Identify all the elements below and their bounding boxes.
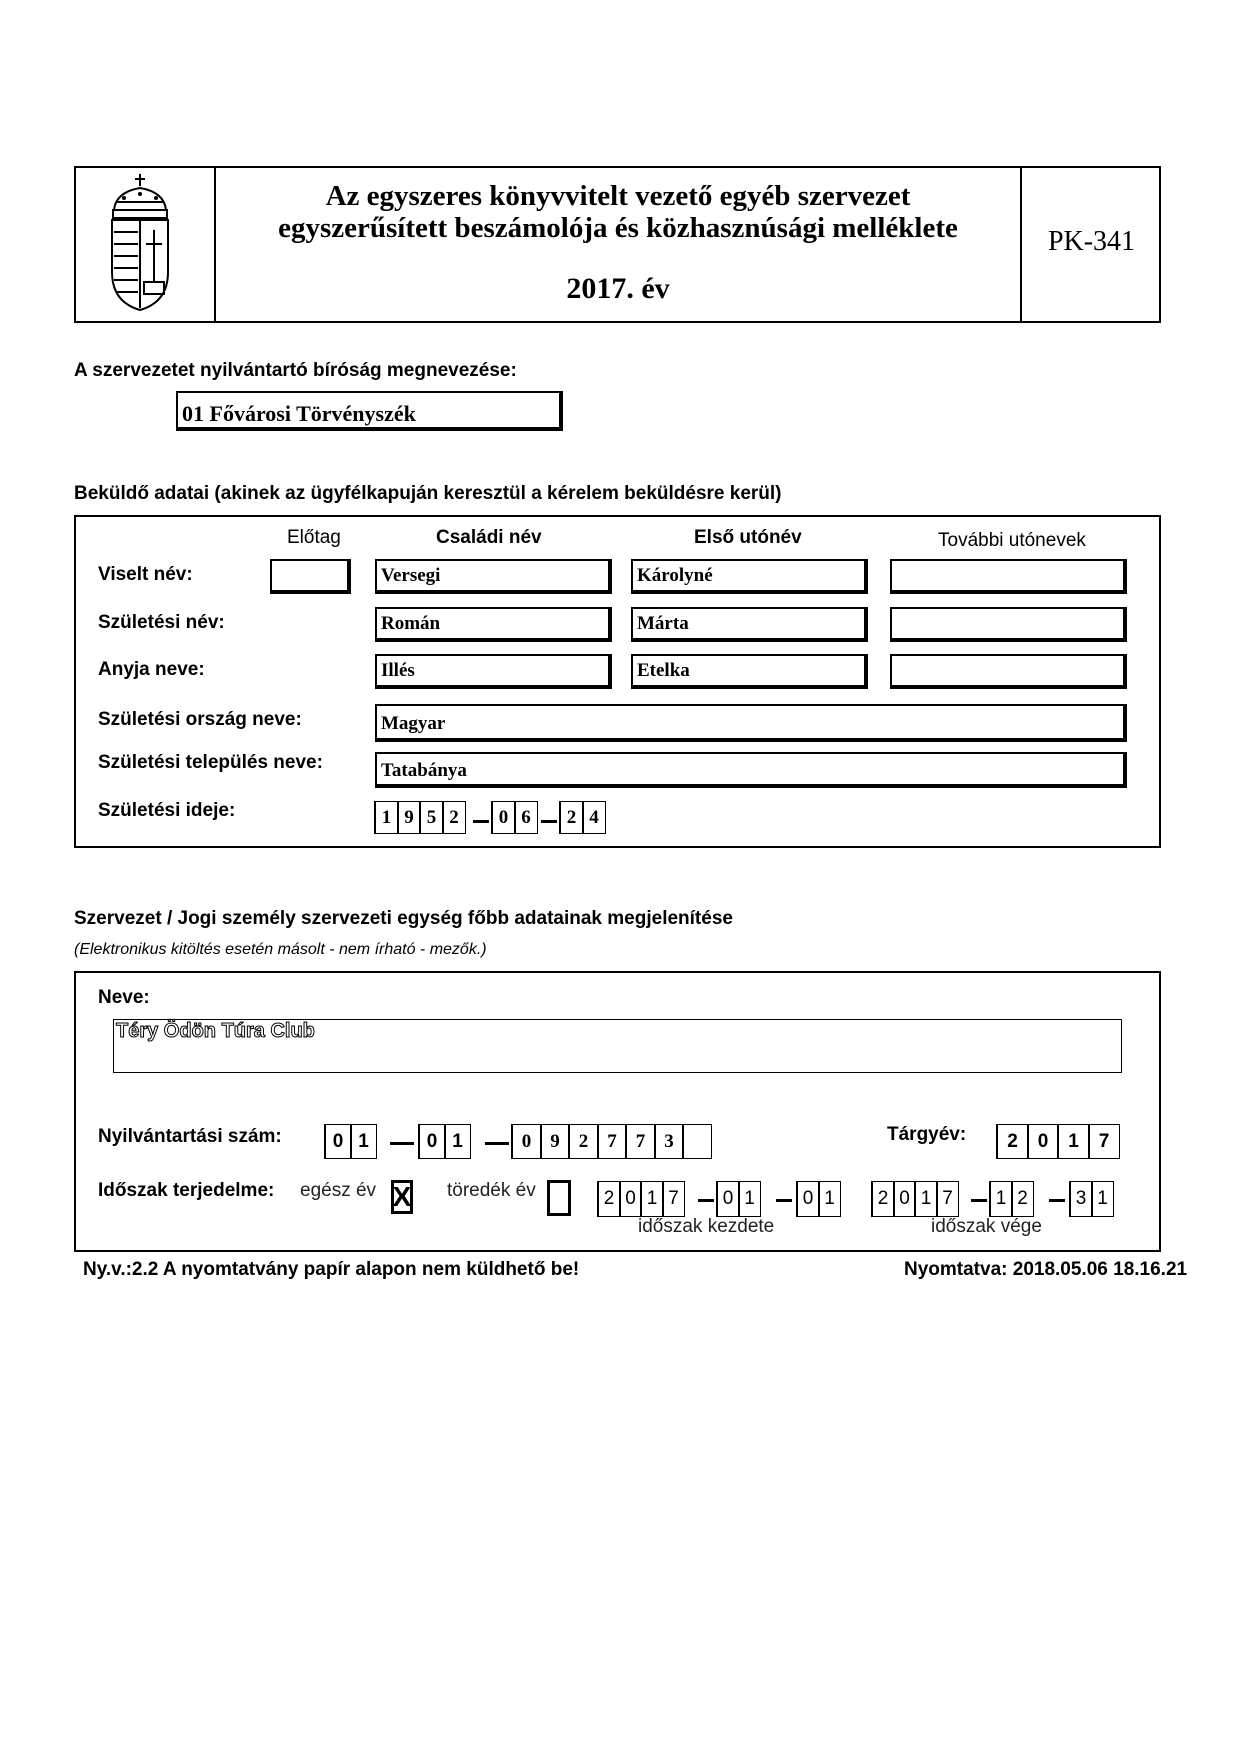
worn-prefix-field[interactable] — [270, 559, 351, 594]
digit: 6 — [514, 801, 538, 834]
form-code: PK-341 — [1047, 226, 1136, 257]
digit: 2 — [559, 801, 583, 834]
partial-year-label: töredék év — [447, 1180, 536, 1201]
reg-part3-digits — [511, 1124, 711, 1159]
digit: 7 — [662, 1181, 685, 1217]
court-field[interactable]: 01 Fővárosi Törvényszék — [176, 391, 563, 431]
digit: 0 — [418, 1124, 445, 1159]
col-header-prefix: Előtag — [287, 527, 341, 548]
header-title-line1: Az egyszeres könyvvitelt vezető egyéb szervezet — [325, 180, 911, 212]
worn-more-field[interactable] — [890, 559, 1127, 594]
digit: 2 — [597, 1181, 620, 1217]
period-start-year-digits — [597, 1181, 683, 1217]
target-year-label: Tárgyév: — [887, 1124, 967, 1145]
digit: 1 — [374, 801, 398, 834]
period-start-month-digits — [716, 1181, 759, 1217]
reg-part1-digits — [324, 1124, 375, 1159]
period-end-day-digits — [1069, 1181, 1112, 1217]
digit: 1 — [1091, 1181, 1114, 1217]
date-separator — [541, 820, 557, 823]
org-name-value: Téry Ödön Túra Club — [116, 1020, 315, 1042]
sender-section-title: Beküldő adatai (akinek az ügyfélkapuján keresztül a kérelem beküldésre kerül) — [74, 483, 782, 504]
digit: 1 — [738, 1181, 761, 1217]
birth-month-digits[interactable] — [491, 801, 536, 834]
birth-family-field[interactable]: Román — [375, 607, 612, 642]
digit — [682, 1124, 712, 1159]
mother-family-field[interactable]: Illés — [375, 654, 612, 689]
org-name-field — [113, 1019, 1122, 1073]
digit: 0 — [491, 801, 515, 834]
digit: 7 — [625, 1124, 655, 1159]
birth-more-field[interactable] — [890, 607, 1127, 642]
digit: 0 — [324, 1124, 351, 1159]
birth-date-label: Születési ideje: — [98, 800, 236, 821]
reg-separator — [390, 1142, 414, 1145]
mother-first-field[interactable]: Etelka — [631, 654, 868, 689]
target-year-digits — [996, 1124, 1118, 1159]
birth-city-label: Születési település neve: — [98, 752, 323, 773]
whole-year-label: egész év — [300, 1180, 377, 1201]
coat-of-arms-icon — [104, 172, 176, 314]
digit: 7 — [1088, 1124, 1120, 1159]
digit: 0 — [1027, 1124, 1059, 1159]
digit: 0 — [796, 1181, 819, 1217]
footer-note: Ny.v.:2.2 A nyomtatvány papír alapon nem küldhető be! — [83, 1259, 580, 1280]
checkbox-check-icon: X — [392, 1181, 412, 1212]
digit: 1 — [914, 1181, 937, 1217]
worn-family-field[interactable]: Versegi — [375, 559, 612, 594]
digit: 1 — [818, 1181, 841, 1217]
period-end-month-digits — [989, 1181, 1032, 1217]
digit: 2 — [442, 801, 466, 834]
date-separator — [1049, 1199, 1065, 1202]
digit: 0 — [511, 1124, 541, 1159]
digit: 2 — [996, 1124, 1028, 1159]
period-start-day-digits — [796, 1181, 839, 1217]
digit: 0 — [716, 1181, 739, 1217]
period-start-label: időszak kezdete — [638, 1216, 775, 1237]
digit: 0 — [893, 1181, 916, 1217]
birth-day-digits[interactable] — [559, 801, 604, 834]
date-separator — [473, 820, 489, 823]
digit: 7 — [597, 1124, 627, 1159]
header-year: 2017. év — [566, 272, 670, 305]
reg-number-label: Nyilvántartási szám: — [98, 1126, 282, 1147]
digit: 9 — [540, 1124, 570, 1159]
period-label: Időszak terjedelme: — [98, 1180, 275, 1201]
digit: 1 — [640, 1181, 663, 1217]
date-separator — [776, 1199, 792, 1202]
digit: 4 — [582, 801, 606, 834]
org-name-label: Neve: — [98, 987, 150, 1008]
digit: 1 — [1057, 1124, 1089, 1159]
birth-country-label: Születési ország neve: — [98, 709, 302, 730]
col-header-more: További utónevek — [938, 530, 1086, 551]
worn-first-field[interactable]: Károlyné — [631, 559, 868, 594]
digit: 3 — [1069, 1181, 1092, 1217]
court-label: A szervezetet nyilvántartó bíróság megnevezése: — [74, 360, 517, 381]
row-label-mother-name: Anyja neve: — [98, 659, 205, 680]
digit: 1 — [350, 1124, 377, 1159]
reg-separator — [485, 1142, 509, 1145]
digit: 9 — [397, 801, 421, 834]
row-label-birth-name: Születési név: — [98, 612, 225, 633]
birth-first-field[interactable]: Márta — [631, 607, 868, 642]
header-title-line2: egyszerűsített beszámolója és közhasznúsági melléklete — [278, 212, 958, 244]
digit: 0 — [619, 1181, 642, 1217]
digit: 3 — [654, 1124, 684, 1159]
birth-city-field[interactable]: Tatabánya — [375, 752, 1127, 788]
period-end-year-digits — [871, 1181, 957, 1217]
digit: 7 — [936, 1181, 959, 1217]
digit: 5 — [419, 801, 443, 834]
whole-year-checkbox[interactable] — [391, 1180, 413, 1214]
birth-country-field[interactable]: Magyar — [375, 704, 1127, 742]
print-timestamp: Nyomtatva: 2018.05.06 18.16.21 — [904, 1259, 1188, 1280]
digit: 2 — [1011, 1181, 1034, 1217]
org-section-note: (Elektronikus kitöltés esetén másolt - nem írható - mezők.) — [74, 941, 487, 958]
digit: 1 — [989, 1181, 1012, 1217]
org-section-title: Szervezet / Jogi személy szervezeti egység főbb adatainak megjelenítése — [74, 908, 733, 929]
row-label-worn-name: Viselt név: — [98, 564, 193, 585]
col-header-first: Első utónév — [694, 527, 802, 548]
digit: 2 — [568, 1124, 598, 1159]
mother-more-field[interactable] — [890, 654, 1127, 689]
col-header-family: Családi név — [436, 527, 542, 548]
reg-part2-digits — [418, 1124, 469, 1159]
date-separator — [971, 1199, 987, 1202]
period-end-label: időszak vége — [931, 1216, 1042, 1237]
birth-year-digits[interactable] — [374, 801, 464, 834]
digit: 2 — [871, 1181, 894, 1217]
date-separator — [698, 1199, 714, 1202]
partial-year-checkbox[interactable] — [547, 1180, 571, 1216]
digit: 1 — [444, 1124, 471, 1159]
